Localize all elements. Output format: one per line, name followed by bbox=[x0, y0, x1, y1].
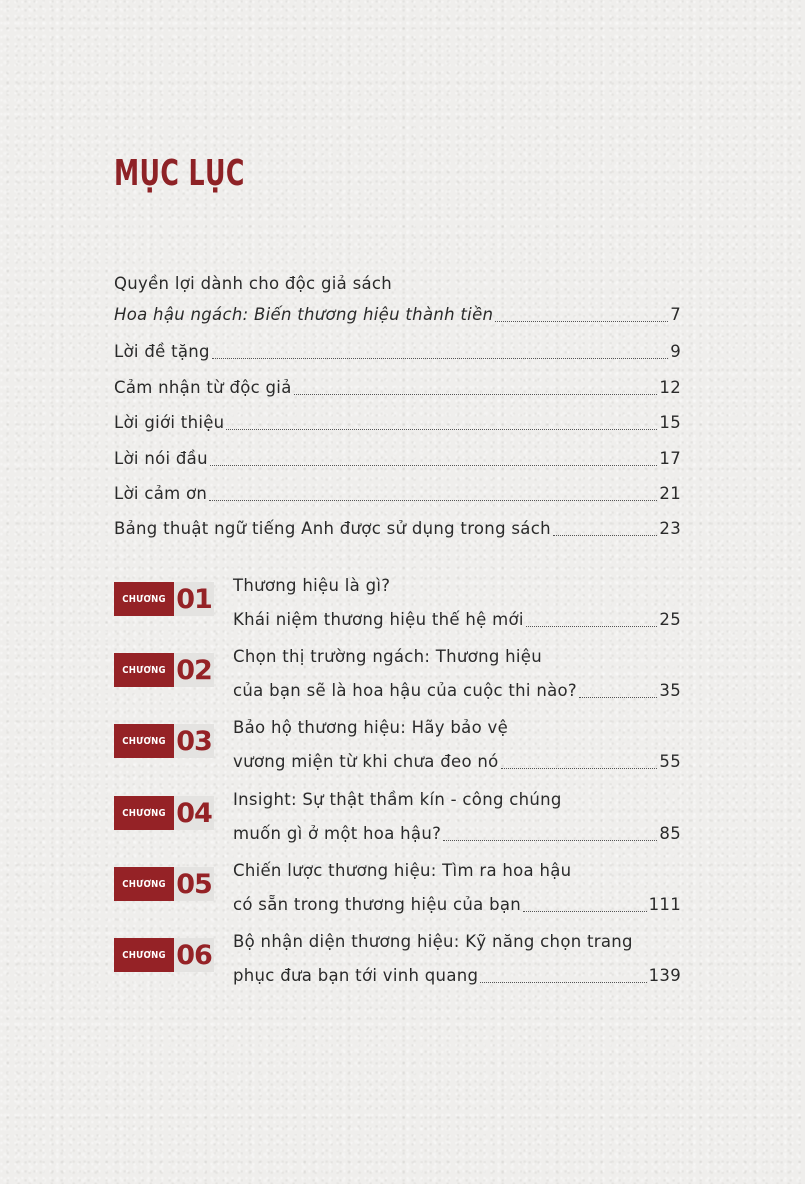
dot-leader bbox=[212, 358, 668, 359]
toc-page-number: 7 bbox=[670, 305, 681, 324]
chapter-title-line2 bbox=[233, 750, 681, 774]
dot-leader bbox=[209, 500, 657, 501]
chapter-entry-02 bbox=[114, 645, 681, 715]
chapter-title-text: Bảo hộ thương hiệu: Hãy bảo vệ bbox=[233, 718, 509, 737]
chapter-title-line1 bbox=[233, 859, 681, 883]
chapter-title-line2 bbox=[233, 608, 681, 632]
chapter-title-text: có sẵn trong thương hiệu của bạn bbox=[233, 895, 522, 914]
chapter-title-text: Chọn thị trường ngách: Thương hiệu bbox=[233, 647, 543, 666]
chapter-title-line1 bbox=[233, 645, 681, 669]
chapter-number: 03 bbox=[174, 724, 214, 758]
chapter-entry-01 bbox=[114, 574, 681, 644]
toc-entry-label: Cảm nhận từ độc giả bbox=[114, 378, 292, 397]
chapter-entry-04 bbox=[114, 788, 681, 858]
chapter-title-text: Chiến lược thương hiệu: Tìm ra hoa hậu bbox=[233, 861, 572, 880]
chapter-badge bbox=[114, 938, 214, 972]
chapter-title-line1 bbox=[233, 788, 681, 812]
chapter-title-line2 bbox=[233, 679, 681, 703]
dot-leader bbox=[495, 321, 668, 322]
toc-page-number: 12 bbox=[659, 378, 681, 397]
toc-entry-label: Lời nói đầu bbox=[114, 449, 208, 468]
toc-page-number: 25 bbox=[659, 610, 681, 629]
chapter-badge-label: CHƯƠNG bbox=[114, 724, 174, 758]
toc-page-number: 17 bbox=[659, 449, 681, 468]
dot-leader bbox=[526, 626, 658, 627]
chapter-title-text: Insight: Sự thật thầm kín - công chúng bbox=[233, 790, 562, 809]
dot-leader bbox=[501, 768, 658, 769]
chapter-entry-03 bbox=[114, 716, 681, 786]
toc-entry bbox=[114, 447, 681, 471]
dot-leader bbox=[480, 982, 646, 983]
toc-entry-intro-line1 bbox=[114, 272, 681, 296]
toc-page-number: 85 bbox=[659, 824, 681, 843]
toc-entry-label: Hoa hậu ngách: Biến thương hiệu thành tiền bbox=[114, 305, 494, 324]
toc-entry bbox=[114, 482, 681, 506]
chapter-title-text: vương miện từ khi chưa đeo nó bbox=[233, 752, 499, 771]
chapter-entry-05 bbox=[114, 859, 681, 929]
chapter-number: 02 bbox=[174, 653, 214, 687]
chapter-number: 05 bbox=[174, 867, 214, 901]
toc-page-number: 23 bbox=[659, 519, 681, 538]
toc-entry-label: Lời đề tặng bbox=[114, 342, 210, 361]
dot-leader bbox=[553, 535, 658, 536]
chapter-badge-label: CHƯƠNG bbox=[114, 653, 174, 687]
dot-leader bbox=[210, 465, 658, 466]
chapter-entry-06 bbox=[114, 930, 681, 1000]
chapter-badge-label: CHƯƠNG bbox=[114, 582, 174, 616]
toc-page-number: 15 bbox=[659, 413, 681, 432]
chapter-badge-label: CHƯƠNG bbox=[114, 938, 174, 972]
toc-entry bbox=[114, 376, 681, 400]
chapter-number: 06 bbox=[174, 938, 214, 972]
chapter-badge-label: CHƯƠNG bbox=[114, 867, 174, 901]
chapter-title-line1 bbox=[233, 574, 681, 598]
toc-entry bbox=[114, 340, 681, 364]
chapter-title-text: phục đưa bạn tới vinh quang bbox=[233, 966, 479, 985]
chapter-badge bbox=[114, 867, 214, 901]
chapter-title-line2 bbox=[233, 893, 681, 917]
chapter-badge bbox=[114, 653, 214, 687]
toc-entry-label: Bảng thuật ngữ tiếng Anh được sử dụng trong sách bbox=[114, 519, 551, 538]
chapter-title-text: muốn gì ở một hoa hậu? bbox=[233, 824, 442, 843]
page-title: MỤC LỤC bbox=[114, 153, 245, 194]
toc-page-number: 21 bbox=[659, 484, 681, 503]
dot-leader bbox=[579, 697, 657, 698]
dot-leader bbox=[294, 394, 658, 395]
chapter-badge bbox=[114, 796, 214, 830]
chapter-badge bbox=[114, 582, 214, 616]
chapter-title-line2 bbox=[233, 964, 681, 988]
chapter-title-text: của bạn sẽ là hoa hậu của cuộc thi nào? bbox=[233, 681, 577, 700]
dot-leader bbox=[226, 429, 657, 430]
chapter-title-line1 bbox=[233, 716, 681, 740]
toc-page-number: 139 bbox=[648, 966, 681, 985]
toc-page-number: 35 bbox=[659, 681, 681, 700]
toc-entry-label: Lời cảm ơn bbox=[114, 484, 208, 503]
toc-page-number: 9 bbox=[670, 342, 681, 361]
toc-entry-label: Quyền lợi dành cho độc giả sách bbox=[114, 274, 393, 293]
dot-leader bbox=[443, 840, 657, 841]
toc-page-number: 55 bbox=[659, 752, 681, 771]
toc-entry-intro-line2 bbox=[114, 303, 681, 327]
toc-page-number: 111 bbox=[648, 895, 681, 914]
chapter-title-line2 bbox=[233, 822, 681, 846]
chapter-title-text: Khái niệm thương hiệu thế hệ mới bbox=[233, 610, 524, 629]
toc-entry bbox=[114, 517, 681, 541]
toc-entry-label: Lời giới thiệu bbox=[114, 413, 225, 432]
dot-leader bbox=[523, 911, 647, 912]
chapter-number: 01 bbox=[174, 582, 214, 616]
chapter-badge bbox=[114, 724, 214, 758]
chapter-title-text: Bộ nhận diện thương hiệu: Kỹ năng chọn trang bbox=[233, 932, 633, 951]
chapter-title-text: Thương hiệu là gì? bbox=[233, 576, 391, 595]
chapter-title-line1 bbox=[233, 930, 681, 954]
chapter-badge-label: CHƯƠNG bbox=[114, 796, 174, 830]
chapter-number: 04 bbox=[174, 796, 214, 830]
toc-entry bbox=[114, 411, 681, 435]
